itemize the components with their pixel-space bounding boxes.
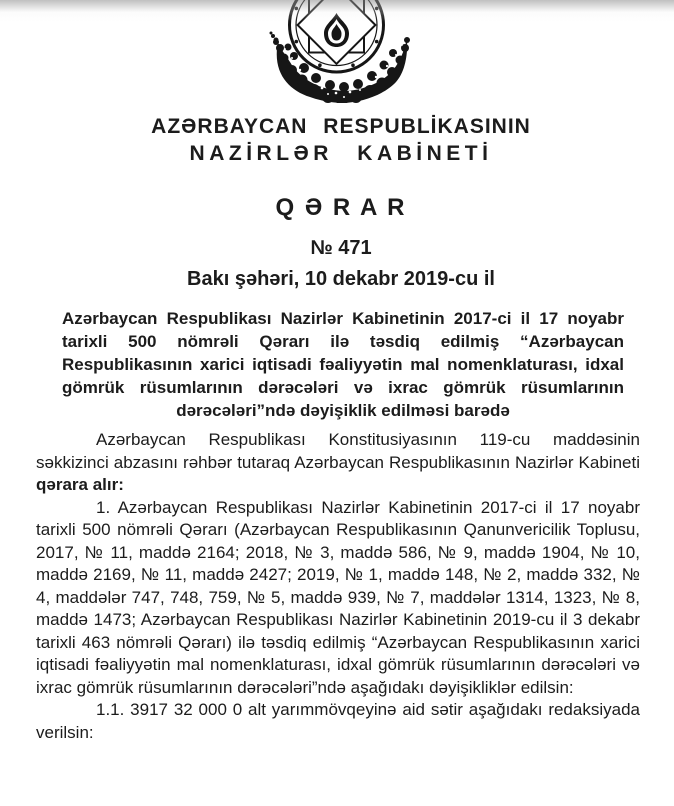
preamble-text: Azərbaycan Respublikası Konstitusiyasının 119-cu maddəsinin səkkizinci abzasını rəhbər tutaraq Azərbaycan Respublikasının Nazirlər Kabineti: [36, 430, 640, 472]
institution-name-line2: NAZİRLƏR KABİNETİ: [189, 142, 493, 165]
document-title: Azərbaycan Respublikası Nazirlər Kabinetinin 2017-ci il 17 noyabr tarixli 500 nömrəli Qərarı ilə təsdiq edilmiş “Azərbaycan Respublikasının xarici iqtisadi fəaliyyətin mal nomenklaturası, idxal gömrük rüsumlarının dərəcələri və ixrac gömrük rüsumlarının dərəcələri”ndə dəyişiklik edilməsi barədə: [62, 309, 624, 420]
document-content: [0, 113, 674, 744]
clause-1-paragraph: 1. Azərbaycan Respublikası Nazirlər Kabinetinin 2017-ci il 17 noyabr tarixli 500 nömrəli Qərarı (Azərbaycan Respublikasının Qanunvericilik Toplusu, 2017, № 11, maddə 2164; 2018, № 3, maddə 586, № 9, maddə 1904, № 10, maddə 2169, № 11, maddə 2427; 2019, № 1, maddə 148, № 2, maddə 332, № 4, maddələr 747, 748, 759, № 5, maddə 939, № 7, maddələr 1314, 1323, № 8, maddə 1473; Azərbaycan Respublikası Nazirlər Kabinetinin 2019-cu il 3 dekabr tarixli 463 nömrəli Qərarı) ilə təsdiq edilmiş “Azərbaycan Respublikasının xarici iqtisadi fəaliyyətin mal nomenklaturası, idxal gömrük rüsumlarının dərəcələri və ixrac gömrük rüsumlarının dərəcələri”ndə aşağıdakı dəyişikliklər edilsin:: [36, 497, 640, 697]
institution-name-line1: AZƏRBAYCAN RESPUBLİKASININ: [151, 115, 531, 138]
resolution-phrase-bold: qərara alır:: [36, 475, 124, 494]
document-body: [36, 429, 640, 744]
clause-1-1-paragraph: 1.1. 3917 32 000 0 alt yarımmövqeyinə aid sətir aşağıdakı redaksiyada verilsin:: [36, 700, 640, 742]
place-and-date-line: Bakı şəhəri, 10 dekabr 2019-cu il: [187, 268, 495, 290]
document-type-heading: Q Ə R A R: [275, 194, 407, 221]
institution-name: [8, 113, 674, 167]
decree-number: № 471: [310, 237, 372, 259]
azerbaijan-state-emblem-icon: [250, 0, 430, 103]
preamble-paragraph: [36, 429, 640, 497]
